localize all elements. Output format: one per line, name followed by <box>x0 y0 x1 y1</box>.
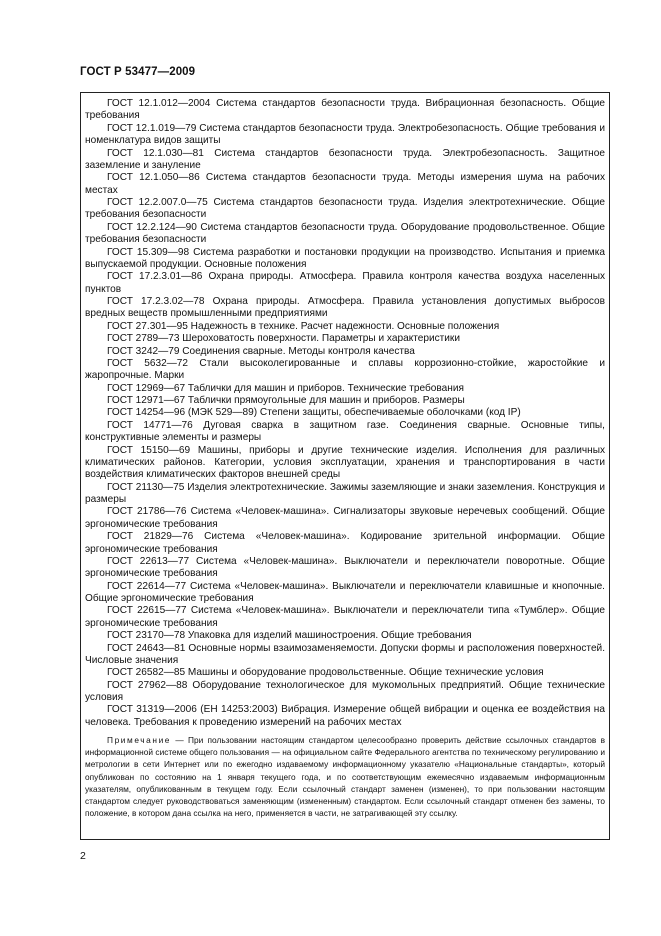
reference-item: ГОСТ 24643—81 Основные нормы взаимозаменяемости. Допуски формы и расположения поверхностей. Числовые значения <box>85 642 605 666</box>
reference-item: ГОСТ 12969—67 Таблички для машин и приборов. Технические требования <box>107 382 464 394</box>
reference-item: ГОСТ 17.2.3.02—78 Охрана природы. Атмосфера. Правила установления допустимых выбросов вредных веществ промышленными предприятиями <box>85 296 605 320</box>
note-block <box>85 734 605 819</box>
reference-item: ГОСТ 21786—76 Система «Человек-машина». Сигнализаторы звуковые неречевых сообщений. Общие эргономические требования <box>85 506 605 530</box>
reference-item: ГОСТ 15150—69 Машины, приборы и другие технические изделия. Исполнения для различных климатических районов. Категории, условия эксплуатации, хранения и транспортирования в части воздействия климатических факторов внешней среды <box>85 444 605 481</box>
page-number: 2 <box>80 850 86 862</box>
reference-item: ГОСТ 21829—76 Система «Человек-машина». Кодирование зрительной информации. Общие эргономические требования <box>85 531 605 555</box>
document-header: ГОСТ Р 53477—2009 <box>80 66 196 78</box>
reference-item: ГОСТ 15.309—98 Система разработки и постановки продукции на производство. Испытания и приемка выпускаемой продукции. Основные положения <box>85 246 605 270</box>
reference-item: ГОСТ 14254—96 (МЭК 529—89) Степени защиты, обеспечиваемые оболочками (код IP) <box>107 407 521 419</box>
reference-item: ГОСТ 12.1.030—81 Система стандартов безопасности труда. Электробезопасность. Защитное заземление и зануление <box>85 147 605 171</box>
reference-item: ГОСТ 12.1.012—2004 Система стандартов безопасности труда. Вибрационная безопасность. Общие требования <box>85 98 605 122</box>
reference-item: ГОСТ 23170—78 Упаковка для изделий машиностроения. Общие требования <box>107 630 472 642</box>
reference-item: ГОСТ 12.1.019—79 Система стандартов безопасности труда. Электробезопасность. Общие требования и номенклатура видов защиты <box>85 122 605 147</box>
note-text: — При пользовании настоящим стандартом целесообразно проверить действие ссылочных стандартов в информационной системе общего пользования — на официальном сайте Федерального агентства по техническому регулированию и метрологии в сети Интернет или по ежегодно издаваемому информационному указателю «Национальные стандарты», который опубликован по состоянию на 1 января текущего года, и по соответствующим ежемесячно издаваемым информационным указателям, опубликованным в текущем году. Если ссылочный стандарт заменен (изменен), то при пользовании настоящим стандартом следует руководствоваться заменяющим (измененным) стандартом. Если ссылочный стандарт отменен без замены, то положение, в котором дана ссылка на него, применяется в части, не затрагивающей эту ссылку. <box>85 735 605 819</box>
reference-item: ГОСТ 21130—75 Изделия электротехнические. Зажимы заземляющие и знаки заземления. Конструкция и размеры <box>85 481 605 505</box>
reference-item: ГОСТ 12.1.050—86 Система стандартов безопасности труда. Методы измерения шума на рабочих местах <box>85 172 605 196</box>
reference-item: ГОСТ 3242—79 Соединения сварные. Методы контроля качества <box>107 345 415 357</box>
reference-item: ГОСТ 14771—76 Дуговая сварка в защитном газе. Соединения сварные. Основные типы, конструктивные элементы и размеры <box>85 419 605 444</box>
reference-item: ГОСТ 22614—77 Система «Человек-машина». Выключатели и переключатели клавишные и кнопочные. Общие эргономические требования <box>85 580 605 604</box>
reference-item: ГОСТ 22613—77 Система «Человек-машина». Выключатели и переключатели поворотные. Общие эргономические требования <box>85 555 605 580</box>
normative-references-list <box>85 98 605 729</box>
reference-item: ГОСТ 2789—73 Шероховатость поверхности. Параметры и характеристики <box>107 333 460 345</box>
reference-item: ГОСТ 12971—67 Таблички прямоугольные для машин и приборов. Размеры <box>107 395 465 406</box>
reference-item: ГОСТ 5632—72 Стали высоколегированные и сплавы коррозионно-стойкие, жаростойкие и жаропрочные. Марки <box>85 357 605 382</box>
references-frame <box>80 92 610 840</box>
reference-item: ГОСТ 27962—88 Оборудование технологическое для мукомольных предприятий. Общие технические условия <box>85 679 605 703</box>
reference-item: ГОСТ 26582—85 Машины и оборудование продовольственные. Общие технические условия <box>107 667 544 679</box>
reference-item: ГОСТ 22615—77 Система «Человек-машина». Выключатели и переключатели типа «Тумблер». Общие эргономические требования <box>85 605 605 629</box>
reference-item: ГОСТ 17.2.3.01—86 Охрана природы. Атмосфера. Правила контроля качества воздуха населенных пунктов <box>85 271 605 295</box>
reference-item: ГОСТ 31319—2006 (ЕН 14253:2003) Вибрация. Измерение общей вибрации и оценка ее воздействия на человека. Требования к проведению измерений на рабочих местах <box>85 704 605 728</box>
note-label: Примечание <box>107 735 172 745</box>
note-paragraph <box>85 734 605 819</box>
reference-item: ГОСТ 27.301—95 Надежность в технике. Расчет надежности. Основные положения <box>107 320 500 332</box>
reference-item: ГОСТ 12.2.007.0—75 Система стандартов безопасности труда. Изделия электротехнические. Общие требования безопасности <box>85 197 605 221</box>
reference-item: ГОСТ 12.2.124—90 Система стандартов безопасности труда. Оборудование продовольственное. Общие требования безопасности <box>85 221 605 246</box>
